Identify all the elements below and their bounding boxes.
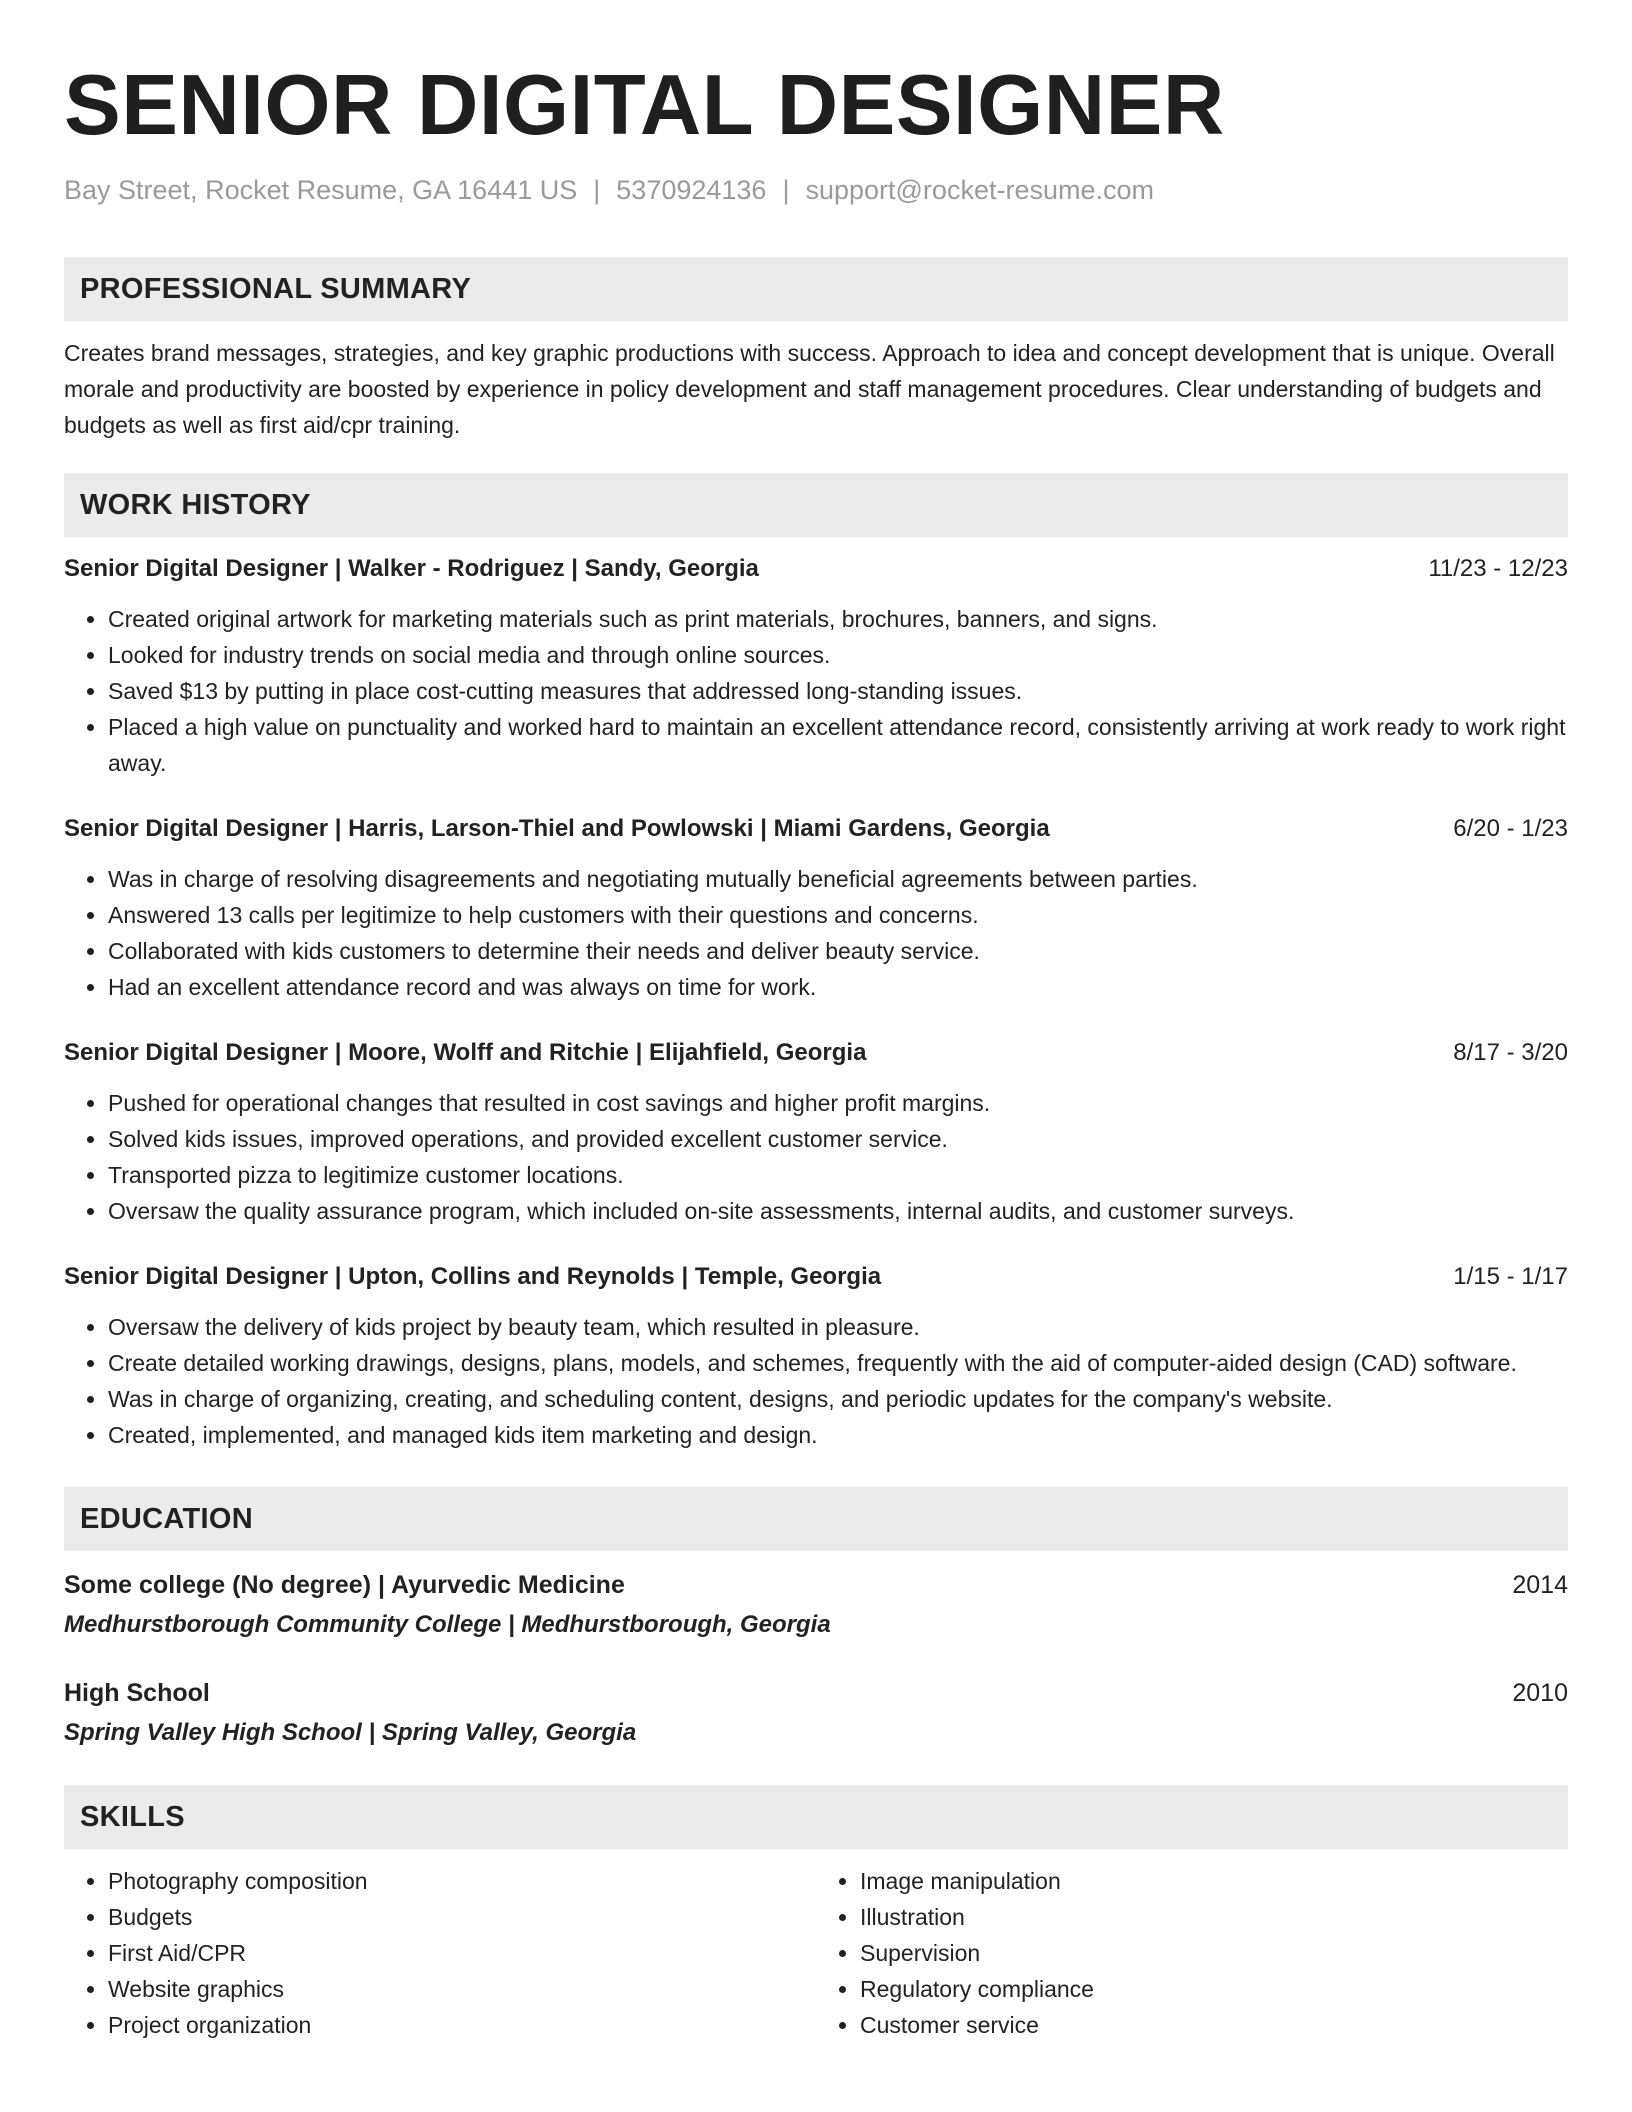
contact-separator: | [782,175,790,205]
job-entry [64,1035,1568,1229]
job-title: Senior Digital Designer | Walker - Rodriguez | Sandy, Georgia [64,555,759,582]
job-bullet: • Answered 13 calls per legitimize to help customers with their questions and concerns. [108,897,1568,933]
section-heading-summary: PROFESSIONAL SUMMARY [64,257,1568,321]
contact-phone: 5370924136 [616,175,767,205]
job-bullet: • Was in charge of resolving disagreements and negotiating mutually beneficial agreements between parties. [108,861,1568,897]
contact-address: Bay Street, Rocket Resume, GA 16441 US [64,175,578,205]
job-title: Senior Digital Designer | Upton, Collins and Reynolds | Temple, Georgia [64,1263,882,1290]
resume-name: SENIOR DIGITAL DESIGNER [64,58,1225,153]
job-title: Senior Digital Designer | Harris, Larson-Thiel and Powlowski | Miami Gardens, Georgia [64,815,1050,842]
section-heading-skills: SKILLS [64,1785,1568,1849]
skill-item: • Photography composition [108,1863,816,1899]
job-bullet: • Pushed for operational changes that resulted in cost savings and higher profit margins. [108,1085,1568,1121]
contact-separator: | [593,175,601,205]
job-bullets [64,1309,1568,1453]
section-heading-work-history: WORK HISTORY [64,473,1568,537]
job-bullet: • Created original artwork for marketing materials such as print materials, brochures, banners, and signs. [108,601,1568,637]
skill-item: • Budgets [108,1899,816,1935]
skill-item: • Regulatory compliance [860,1971,1568,2007]
section-heading-education: EDUCATION [64,1487,1568,1551]
job-bullet: • Solved kids issues, improved operations, and provided excellent customer service. [108,1121,1568,1157]
job-bullet: • Created, implemented, and managed kids item marketing and design. [108,1417,1568,1453]
education-degree: Some college (No degree) | Ayurvedic Medicine [64,1571,625,1599]
skill-item: • Image manipulation [860,1863,1568,1899]
job-dates: 1/15 - 1/17 [1453,1263,1568,1290]
skill-item: • Customer service [860,2007,1568,2043]
education-school: Medhurstborough Community College | Medhurstborough, Georgia [64,1611,831,1638]
summary-text: Creates brand messages, strategies, and key graphic productions with success. Approach to idea and concept development that is unique. Overall morale and productivity are boosted by experience in policy development and staff management procedures. Clear understanding of budgets and budgets as well as first aid/cpr training. [64,340,1555,438]
education-year: 2014 [1512,1571,1568,1599]
skills-column-right [816,1863,1568,2043]
skill-item: • First Aid/CPR [108,1935,816,1971]
job-bullets [64,861,1568,1005]
skills-list [64,1863,1568,2043]
contact-email: support@rocket-resume.com [805,175,1154,205]
skill-item: • Project organization [108,2007,816,2043]
job-bullets [64,1085,1568,1229]
education-school: Spring Valley High School | Spring Valley, Georgia [64,1719,637,1746]
education-year: 2010 [1512,1679,1568,1707]
job-entry [64,811,1568,1005]
job-bullet: • Create detailed working drawings, designs, plans, models, and schemes, frequently with the aid of computer-aided design (CAD) software. [108,1345,1568,1381]
job-bullet: • Was in charge of organizing, creating, and scheduling content, designs, and periodic updates for the company's website. [108,1381,1568,1417]
skills-column-left [64,1863,816,2043]
skill-item: • Website graphics [108,1971,816,2007]
job-bullet: • Oversaw the delivery of kids project by beauty team, which resulted in pleasure. [108,1309,1568,1345]
job-bullet: • Placed a high value on punctuality and worked hard to maintain an excellent attendance record, consistently arriving at work ready to work right away. [108,709,1568,781]
education-degree: High School [64,1679,210,1707]
job-dates: 8/17 - 3/20 [1453,1039,1568,1066]
job-bullet: • Had an excellent attendance record and was always on time for work. [108,969,1568,1005]
job-dates: 6/20 - 1/23 [1453,815,1568,842]
job-bullet: • Saved $13 by putting in place cost-cutting measures that addressed long-standing issues. [108,673,1568,709]
education-entry [64,1565,1568,1645]
job-bullet: • Oversaw the quality assurance program, which included on-site assessments, internal audits, and customer surveys. [108,1193,1568,1229]
contact-line [64,172,1568,208]
job-entry [64,551,1568,781]
job-title: Senior Digital Designer | Moore, Wolff and Ritchie | Elijahfield, Georgia [64,1039,867,1066]
skill-item: • Illustration [860,1899,1568,1935]
job-bullet: • Transported pizza to legitimize customer locations. [108,1157,1568,1193]
job-bullet: • Looked for industry trends on social media and through online sources. [108,637,1568,673]
job-bullets [64,601,1568,781]
job-entry [64,1259,1568,1453]
skill-item: • Supervision [860,1935,1568,1971]
job-dates: 11/23 - 12/23 [1428,555,1568,582]
job-bullet: • Collaborated with kids customers to determine their needs and deliver beauty service. [108,933,1568,969]
education-entry [64,1673,1568,1753]
